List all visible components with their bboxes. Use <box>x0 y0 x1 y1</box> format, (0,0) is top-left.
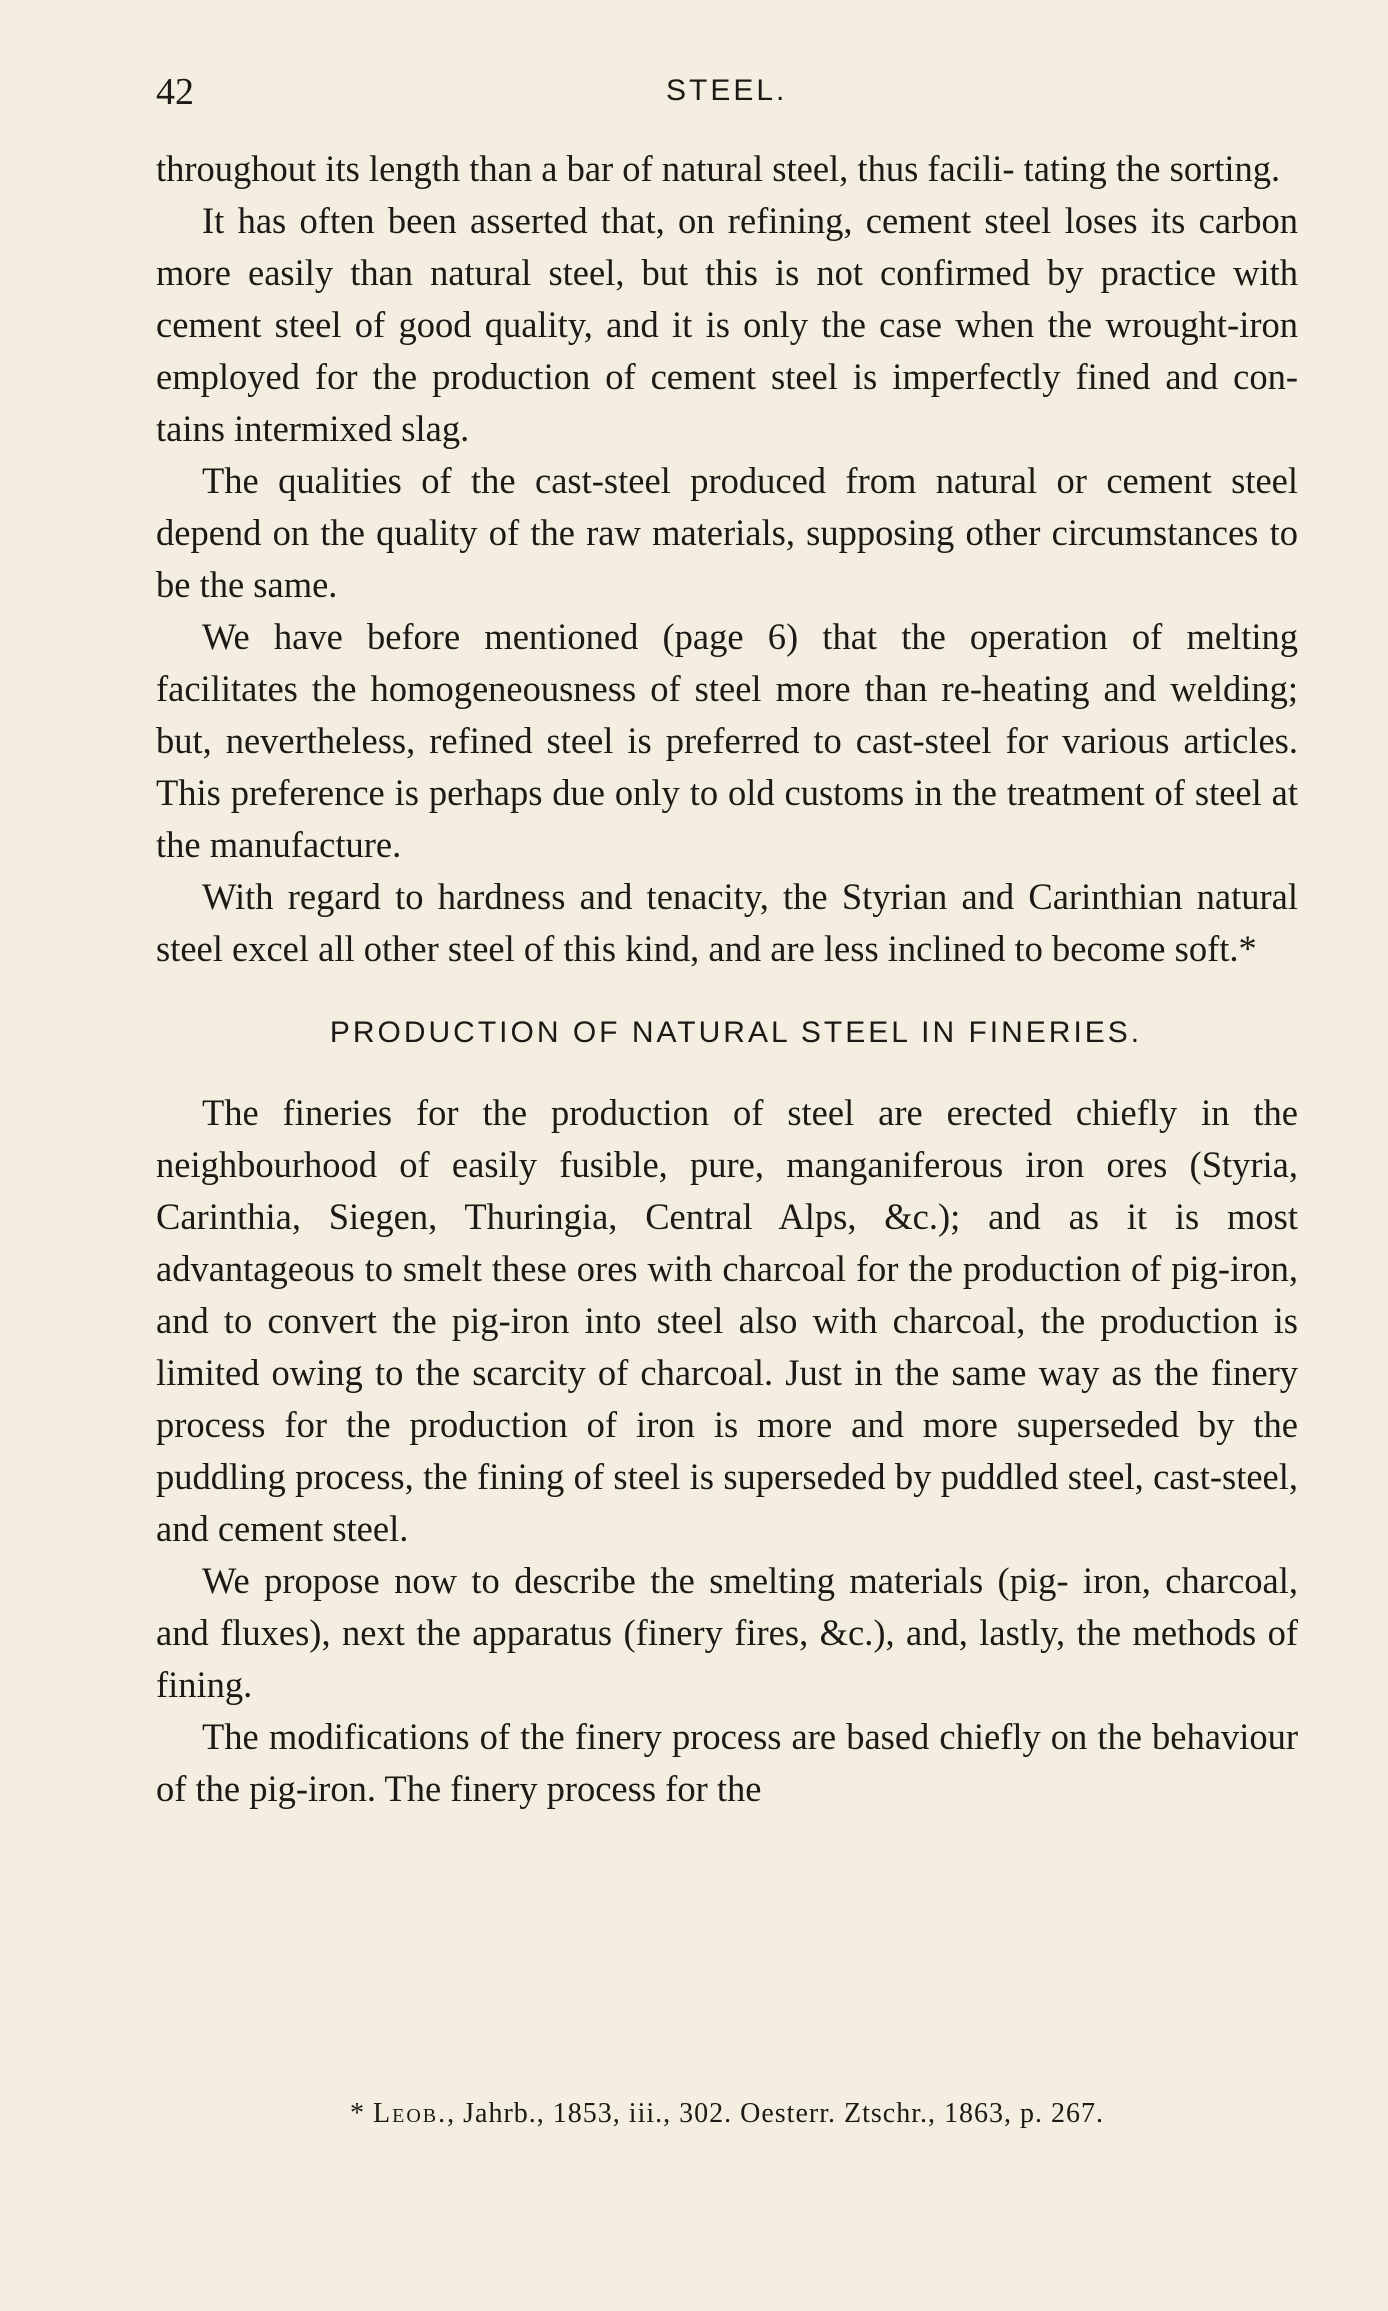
paragraph: The qualities of the cast-steel produced from natural or cement steel depend on the quality of the raw materials, supposing other circumstances to be the same. <box>156 460 1298 605</box>
paragraph: We have before mentioned (page 6) that the operation of melting facilitates the homogeneousness of steel more than re-heating and welding; but, nevertheless, refined steel is preferred to cast-steel for various articles. This preference is perhaps due only to old customs in the treatment of steel at the manufacture. <box>156 616 1298 865</box>
paragraph: We propose now to describe the smelting materials (pig- iron, charcoal, and fluxes), next the apparatus (finery fires, &c.), and, lastly, the methods of fining. <box>156 1560 1298 1705</box>
paragraph: The fineries for the production of steel are erected chiefly in the neighbourhood of easily fusible, pure, manganiferous iron ores (Styria, Carinthia, Siegen, Thuringia, Central Alps, &c.); and as it is most advantageous to smelt these ores with charcoal for the production of pig-iron, and to convert the pig-iron into steel also with charcoal, the production is limited owing to the scarcity of charcoal. Just in the same way as the finery process for the production of iron is more and more superseded by the puddling process, the fining of steel is superseded by puddled steel, cast-steel, and cement steel. <box>156 1092 1298 1549</box>
section-heading: PRODUCTION OF NATURAL STEEL IN FINERIES. <box>329 1016 1143 1049</box>
page-number: 42 <box>156 71 194 113</box>
paragraph: With regard to hardness and tenacity, the Styrian and Carinthian natural steel excel all other steel of this kind, and are less inclined to become soft.* <box>156 876 1298 969</box>
footnote-marker: * <box>350 2098 366 2129</box>
paragraph: throughout its length than a bar of natural steel, thus facili- tating the sorting. <box>156 148 1281 189</box>
paragraph: The modifications of the finery process are based chiefly on the behaviour of the pig-iron. The finery process for the <box>156 1716 1298 1809</box>
footnote-citation: , Jahrb., 1853, iii., 302. Oesterr. Ztschr., 1863, p. 267. <box>447 2098 1104 2129</box>
body-text <box>156 143 1298 1815</box>
footnote-author: Leob. <box>373 2098 448 2129</box>
paragraph: It has often been asserted that, on refining, cement steel loses its carbon more easily than natural steel, but this is not confirmed by practice with cement steel of good quality, and it is only the case when the wrought-iron employed for the production of cement steel is imperfectly fined and con- tains intermixed slag. <box>156 200 1298 449</box>
running-head <box>156 70 1306 120</box>
footnote <box>156 2098 1298 2130</box>
running-title: STEEL. <box>666 74 788 107</box>
